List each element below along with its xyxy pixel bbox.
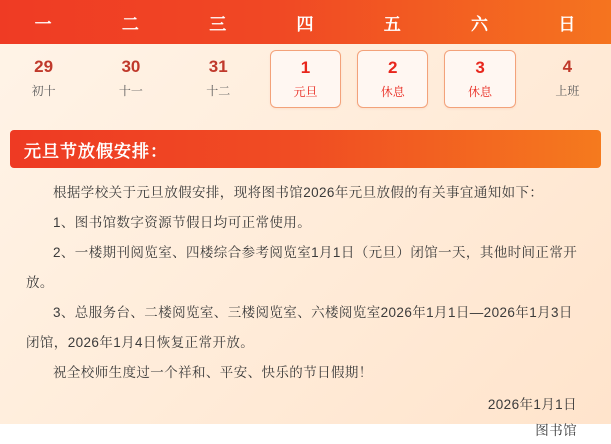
day-sublabel: 上班 xyxy=(555,84,580,98)
notice-date: 2026年1月1日 xyxy=(487,397,577,412)
day-sublabel: 十二 xyxy=(206,84,231,98)
day-number: 2 xyxy=(388,58,398,77)
notice-body xyxy=(0,168,611,388)
calendar-day-31[interactable] xyxy=(175,48,262,110)
day-sublabel: 休息 xyxy=(380,85,405,99)
day-number: 3 xyxy=(475,58,485,77)
calendar-day-30[interactable] xyxy=(87,48,174,110)
notice-paragraph-5: 祝全校师生度过一个祥和、平安、快乐的节日假期！ xyxy=(53,365,373,380)
weekday-fri: 五 xyxy=(383,14,402,34)
notice-paragraph-3: 2、一楼期刊阅览室、四楼综合参考阅览室1月1日（元旦）闭馆一天，其他时间正常开放。 xyxy=(26,245,578,290)
day-number: 29 xyxy=(34,57,54,76)
weekday-sun: 日 xyxy=(558,14,577,34)
day-number: 1 xyxy=(300,58,311,77)
notice-paragraph-2: 1、图书馆数字资源节假日均可正常使用。 xyxy=(53,215,312,230)
day-sublabel: 初十 xyxy=(31,84,56,98)
calendar-day-2[interactable] xyxy=(349,48,436,110)
day-sublabel: 十一 xyxy=(118,84,143,98)
calendar-day-row xyxy=(0,44,611,116)
notice-signature-block xyxy=(0,388,611,444)
notice-paragraph-4: 3、总服务台、二楼阅览室、三楼阅览室、六楼阅览室2026年1月1日—2026年1月3日闭馆，2026年1月4日恢复正常开放。 xyxy=(26,305,573,350)
day-number: 30 xyxy=(121,57,141,76)
day-number: 4 xyxy=(562,57,573,76)
weekday-sat: 六 xyxy=(471,14,490,34)
notice-signature: 图书馆 xyxy=(535,423,577,438)
calendar-day-1[interactable] xyxy=(262,48,349,110)
notice-paragraph-1: 根据学校关于元旦放假安排，现将图书馆2026年元旦放假的有关事宜通知如下： xyxy=(53,185,544,200)
calendar-day-29[interactable] xyxy=(0,48,87,110)
weekday-thu: 四 xyxy=(296,14,315,34)
weekday-mon: 一 xyxy=(34,14,53,34)
day-sublabel: 元旦 xyxy=(293,85,318,99)
day-number: 31 xyxy=(208,57,228,76)
calendar-day-4[interactable] xyxy=(524,48,611,110)
notice-title-bar: 元旦节放假安排： xyxy=(10,130,601,168)
weekday-wed: 三 xyxy=(209,14,228,34)
calendar-weekday-header xyxy=(0,0,611,44)
weekday-tue: 二 xyxy=(121,14,140,34)
day-sublabel: 休息 xyxy=(468,85,493,99)
calendar-day-3[interactable] xyxy=(436,48,523,110)
